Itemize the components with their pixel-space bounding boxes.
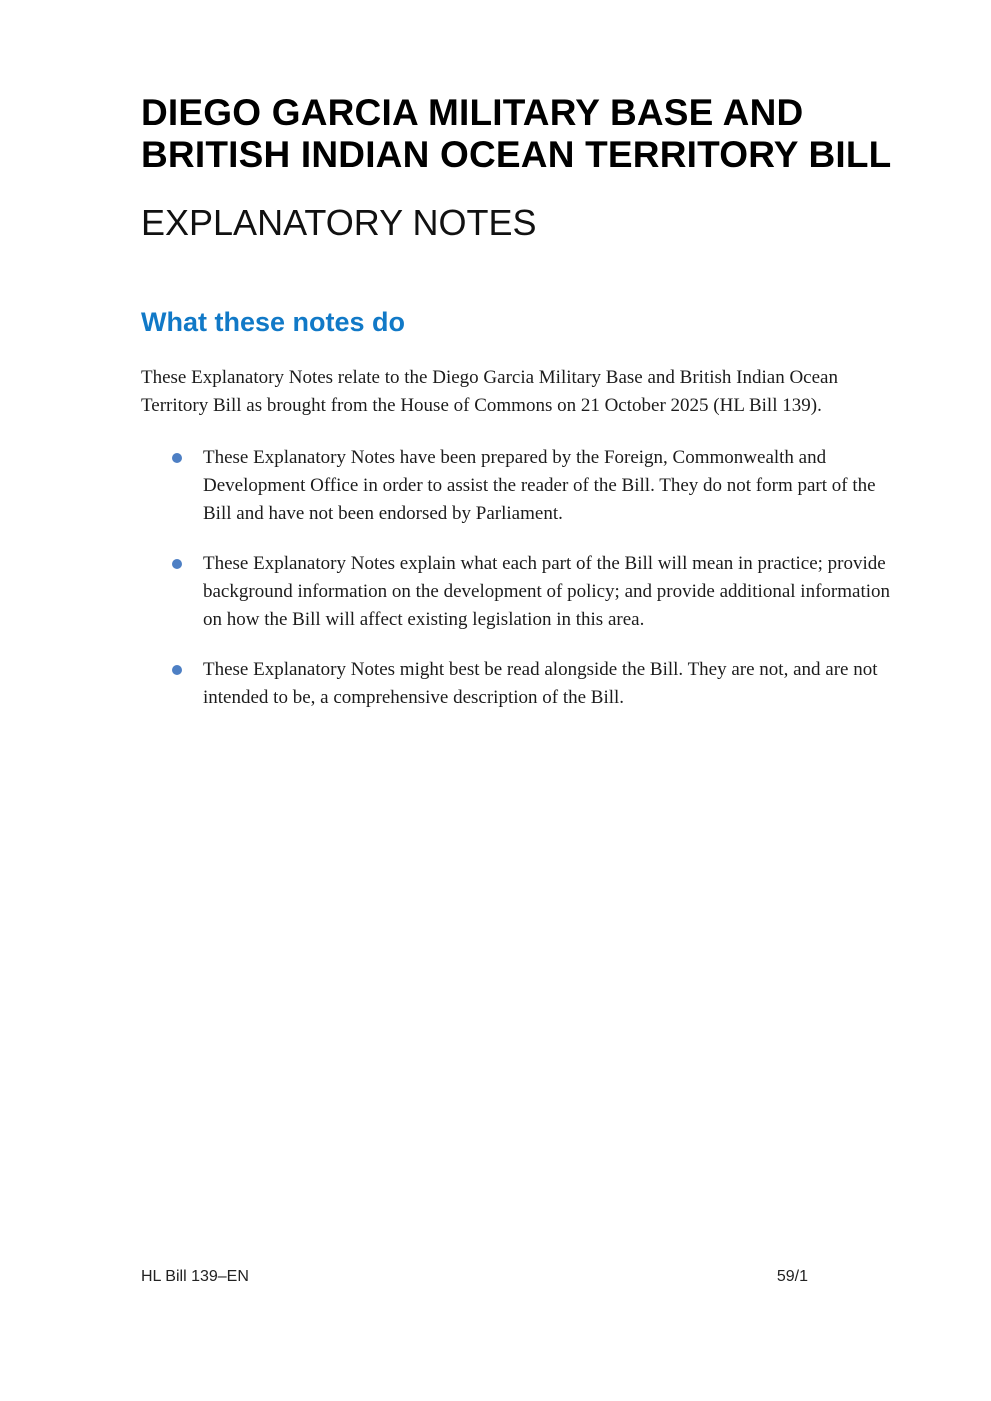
bullet-icon: [172, 453, 182, 463]
notes-bullet-list: [141, 444, 895, 712]
footer-bill-number: HL Bill 139–EN: [141, 1268, 249, 1285]
document-subtitle: EXPLANATORY NOTES: [141, 202, 537, 243]
bullet-item: [141, 444, 895, 528]
bill-title: [141, 92, 895, 176]
page-footer: [141, 1267, 808, 1287]
section-heading: What these notes do: [141, 307, 406, 337]
intro-paragraph: These Explanatory Notes relate to the Diego Garcia Military Base and British Indian Ocean Territory Bill as brought from the House of Commons on 21 October 2025 (HL Bill 139).: [141, 367, 838, 416]
bullet-text: These Explanatory Notes might best be read alongside the Bill. They are not, and are not intended to be, a comprehensive description of the Bill.: [203, 659, 878, 708]
footer-page-ref: 59/1: [776, 1268, 808, 1285]
bullet-text: These Explanatory Notes have been prepared by the Foreign, Commonwealth and Development Office in order to assist the reader of the Bill. They do not form part of the Bill and have not been endorsed by Parliament.: [203, 447, 876, 524]
bill-title-line-1: DIEGO GARCIA MILITARY BASE AND: [141, 92, 804, 133]
bullet-item: [141, 656, 895, 712]
bullet-item: [141, 550, 895, 634]
bullet-icon: [172, 559, 182, 569]
bullet-text: These Explanatory Notes explain what each part of the Bill will mean in practice; provide background information on the development of policy; and provide additional information on how the Bill will affect existing legislation in this area.: [203, 553, 890, 630]
bullet-icon: [172, 665, 182, 675]
bill-title-line-2: BRITISH INDIAN OCEAN TERRITORY BILL: [141, 134, 892, 175]
